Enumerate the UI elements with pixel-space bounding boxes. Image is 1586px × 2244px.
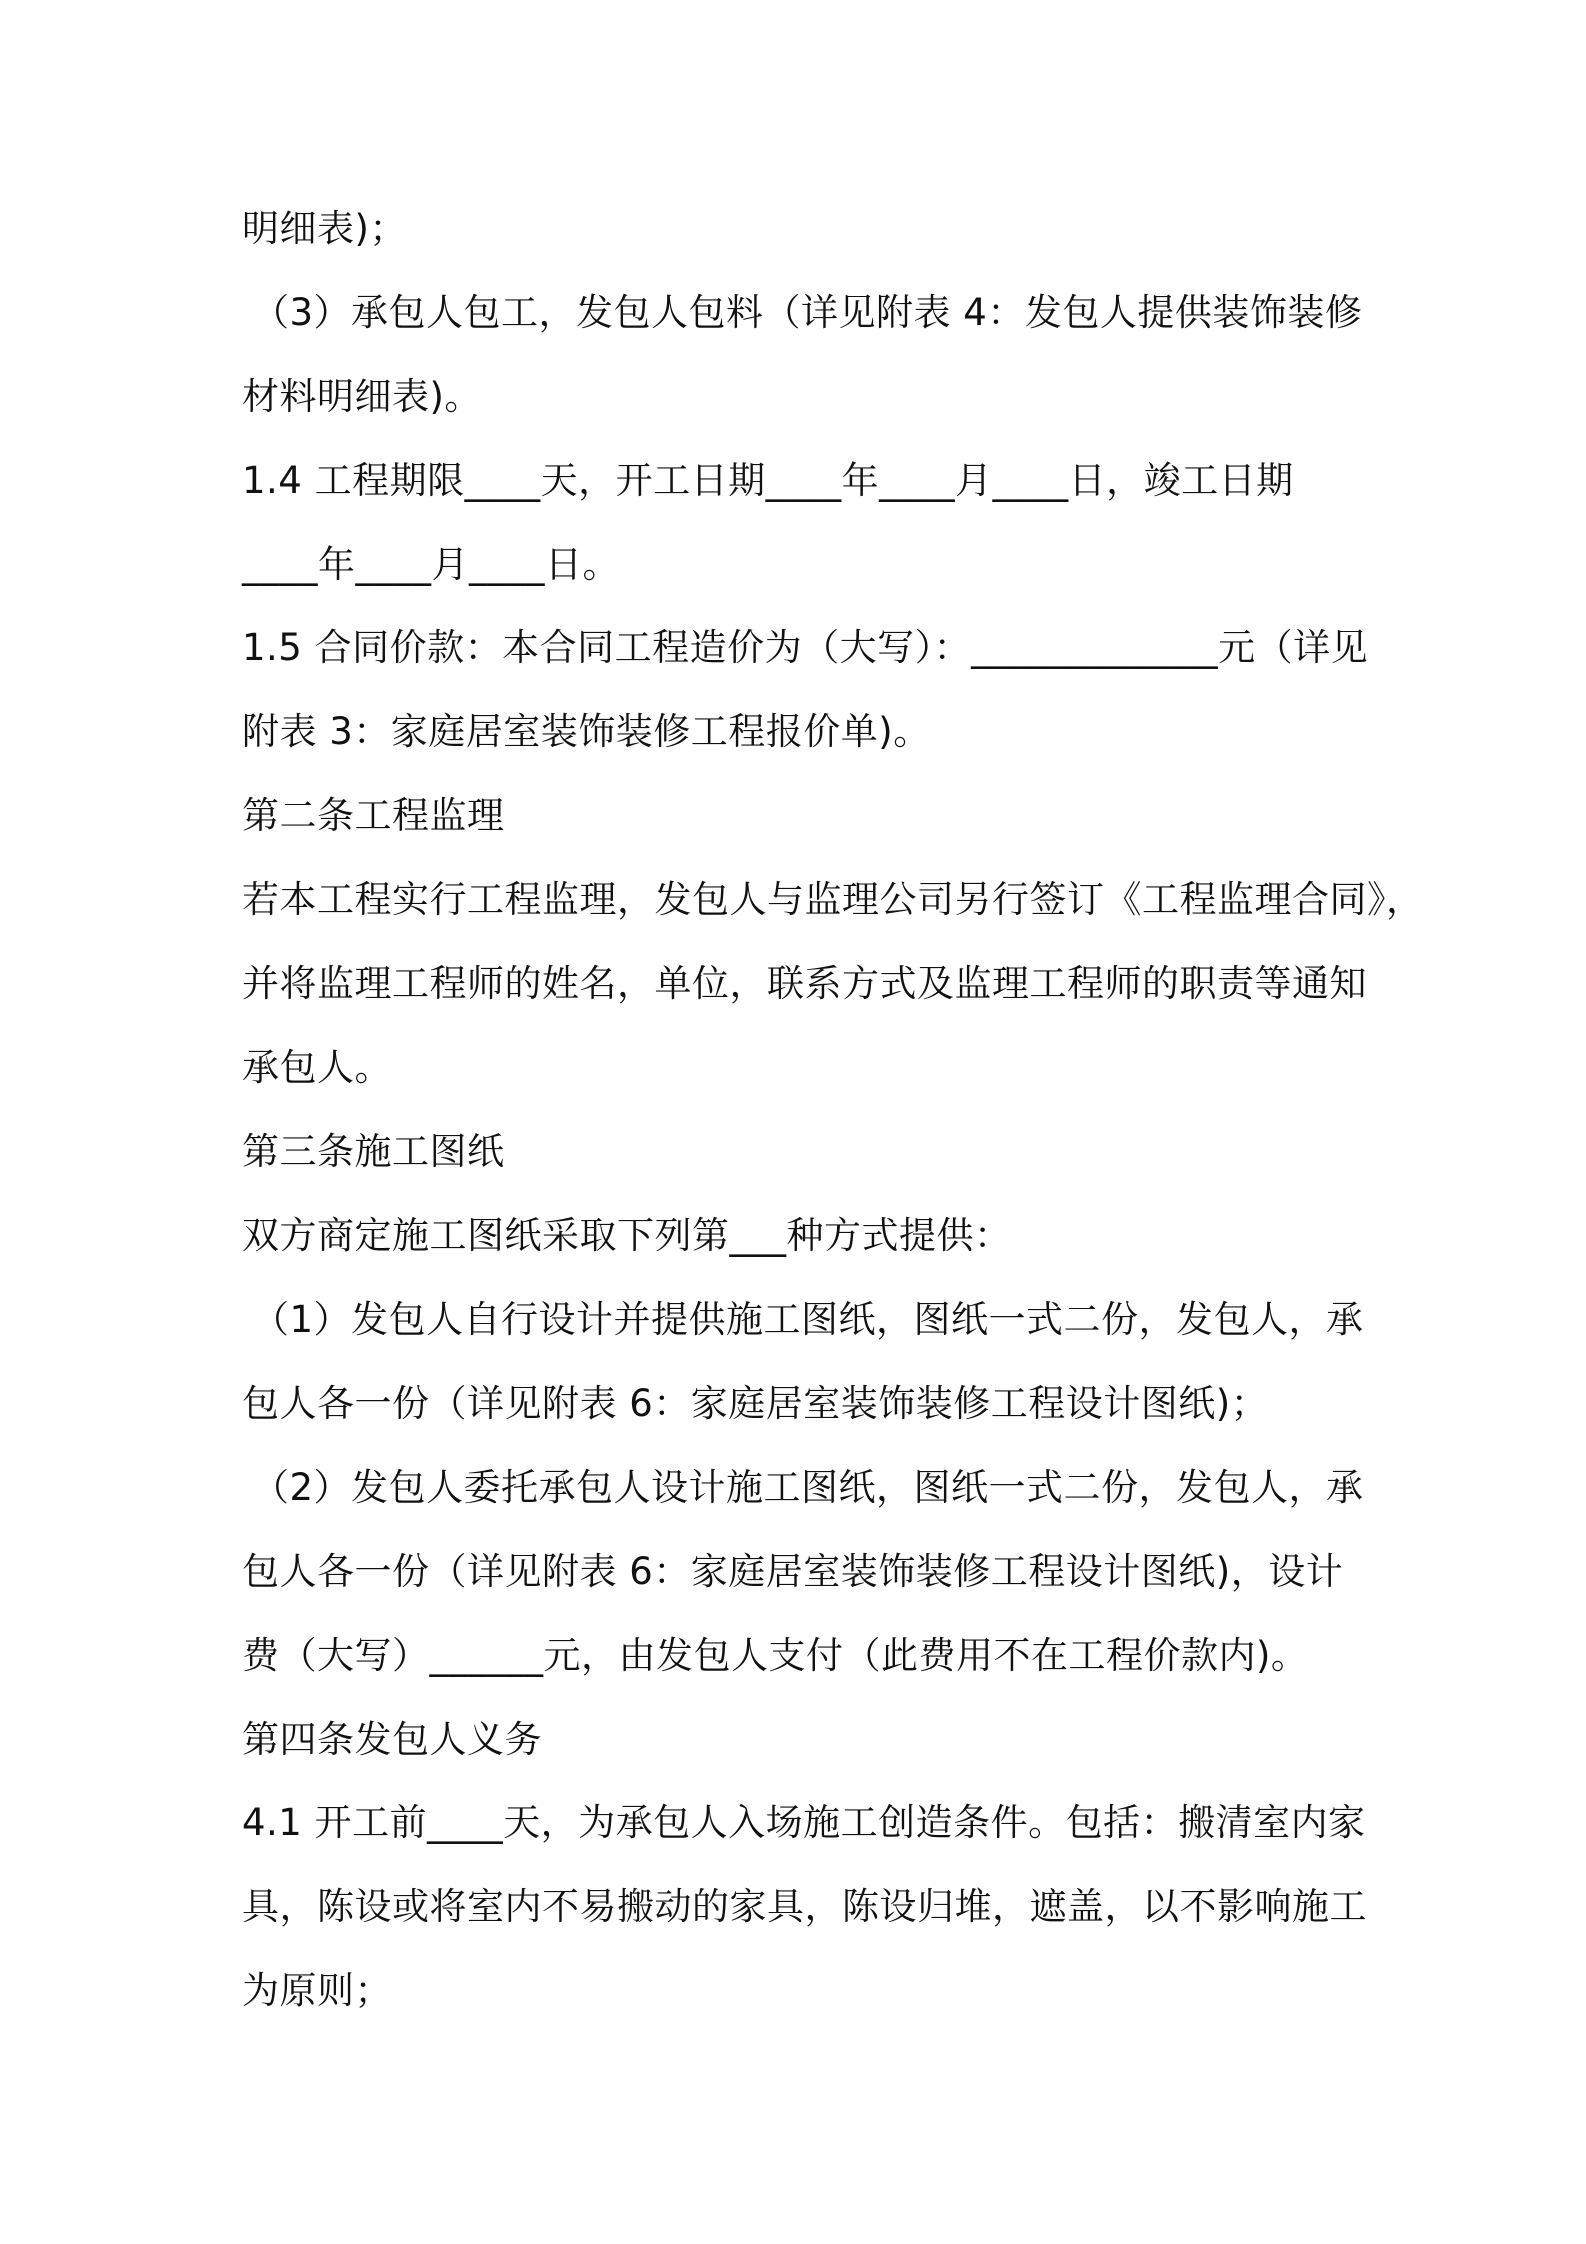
section-heading-4: 第四条发包人义务 (242, 1718, 542, 1761)
section-heading-2: 第二条工程监理 (242, 794, 505, 837)
text-line-2: （3）承包人包工，发包人包料（详见附表 4：发包人提供装饰装修 (252, 291, 1363, 334)
text-line-13: 双方商定施工图纸采取下列第___种方式提供： (242, 1214, 1012, 1257)
text-line-10: 并将监理工程师的姓名，单位，联系方式及监理工程师的职责等通知 (242, 962, 1367, 1005)
text-line-9: 若本工程实行工程监理，发包人与监理公司另行签订《工程监理合同》， (242, 878, 1424, 921)
text-line-5: ____年____月____日。 (242, 543, 620, 586)
text-line-21: 具，陈设或将室内不易搬动的家具，陈设归堆，遮盖，以不影响施工 (242, 1885, 1367, 1928)
text-line-17: 包人各一份（详见附表 6：家庭居室装饰装修工程设计图纸)，设计 (242, 1550, 1344, 1593)
text-line-22: 为原则； (242, 1969, 392, 2012)
text-line-6: 1.5 合同价款：本合同工程造价为（大写）：_____________元（详见 (242, 626, 1369, 669)
text-line-7: 附表 3：家庭居室装饰装修工程报价单)。 (242, 710, 931, 753)
text-line-4: 1.4 工程期限____天，开工日期____年____月____日，竣工日期 (242, 459, 1294, 502)
text-line-20: 4.1 开工前____天，为承包人入场施工创造条件。包括：搬清室内家 (242, 1801, 1366, 1844)
section-heading-3: 第三条施工图纸 (242, 1130, 505, 1173)
text-line-14: （1）发包人自行设计并提供施工图纸，图纸一式二份，发包人，承 (252, 1298, 1364, 1341)
text-line-3: 材料明细表)。 (242, 375, 482, 418)
text-line-16: （2）发包人委托承包人设计施工图纸，图纸一式二份，发包人，承 (252, 1466, 1364, 1509)
text-line-18: 费（大写）______元，由发包人支付（此费用不在工程价款内)。 (242, 1634, 1309, 1677)
text-line-1: 明细表)； (242, 207, 407, 250)
text-line-11: 承包人。 (242, 1046, 392, 1089)
text-line-15: 包人各一份（详见附表 6：家庭居室装饰装修工程设计图纸)； (242, 1382, 1269, 1425)
